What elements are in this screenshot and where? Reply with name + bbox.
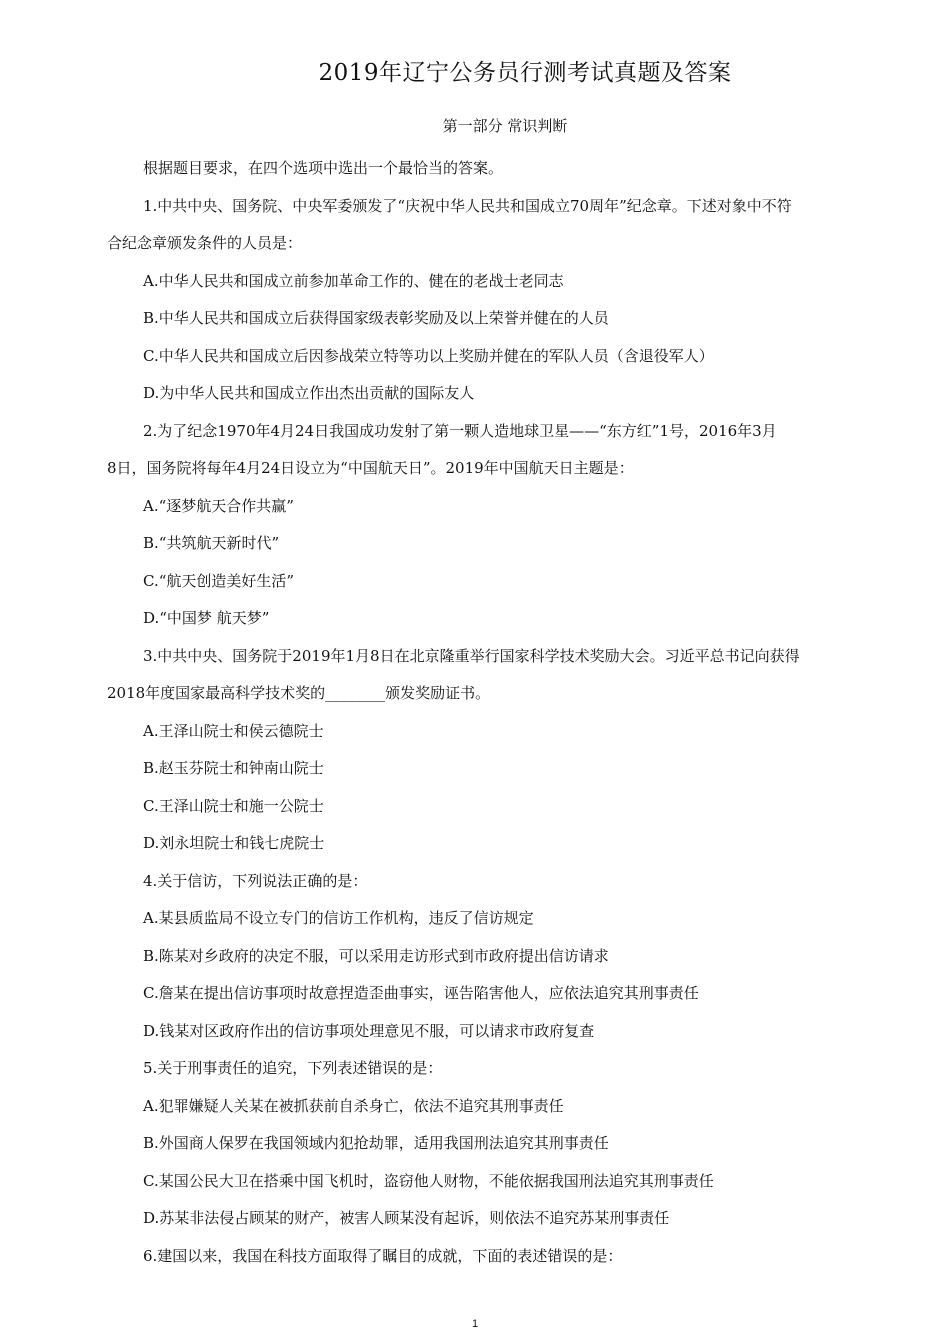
question-stem-line: 2018年度国家最高科学技术奖的________颁发奖励证书。 [107,684,491,702]
option-b: B.外国商人保罗在我国领域内犯抢劫罪，适用我国刑法追究其刑事责任 [143,1134,609,1152]
document-body [107,150,885,1275]
document-title: 2019年辽宁公务员行测考试真题及答案 [318,60,732,86]
option-a: A.中华人民共和国成立前参加革命工作的、健在的老战士老同志 [143,271,564,290]
question-stem-line: 4.关于信访，下列说法正确的是： [143,871,368,890]
question-stem-line: 1.中共中央、国务院、中央军委颁发了“庆祝中华人民共和国成立70周年”纪念章。下述对象中不符 [143,196,792,215]
question-1 [107,188,885,413]
option-c: C.王泽山院士和施一公院士 [143,796,324,815]
option-d: D.钱某对区政府作出的信访事项处理意见不服，可以请求市政府复查 [143,1021,595,1040]
option-d: D.为中华人民共和国成立作出杰出贡献的国际友人 [143,384,475,402]
question-5 [107,1050,885,1238]
option-b: B.陈某对乡政府的决定不服，可以采用走访形式到市政府提出信访请求 [143,946,609,965]
option-b: B.“共筑航天新时代” [143,534,280,552]
option-b: B.赵玉芬院士和钟南山院士 [143,759,324,777]
question-6 [107,1238,885,1276]
question-4 [107,863,885,1051]
question-3 [107,638,885,863]
section-title: 第一部分 常识判断 [442,117,568,135]
question-stem-line: 6.建国以来，我国在科技方面取得了瞩目的成就，下面的表述错误的是： [143,1246,623,1265]
option-c: C.某国公民大卫在搭乘中国飞机时，盗窃他人财物，不能依据我国刑法追究其刑事责任 [143,1171,714,1190]
option-c: C.詹某在提出信访事项时故意捏造歪曲事实，诬告陷害他人，应依法追究其刑事责任 [143,984,699,1002]
option-a: A.某县质监局不设立专门的信访工作机构，违反了信访规定 [143,909,534,927]
question-stem-line: 合纪念章颁发条件的人员是： [107,234,303,252]
question-stem-line: 2.为了纪念1970年4月24日我国成功发射了第一颗人造地球卫星——“东方红”1号，2016年3月 [143,421,777,440]
page-number: 1 [471,1318,479,1330]
question-2 [107,413,885,638]
option-a: A.王泽山院士和侯云德院士 [143,721,324,740]
question-stem-line: 5.关于刑事责任的追究，下列表述错误的是： [143,1059,443,1077]
instruction-text: 根据题目要求，在四个选项中选出一个最恰当的答案。 [143,159,504,177]
option-d: D.“中国梦 航天梦” [143,609,270,627]
question-stem-line: 3.中共中央、国务院于2019年1月8日在北京隆重举行国家科学技术奖励大会。习近平总书记向获得 [143,646,800,665]
question-stem-line: 8日，国务院将每年4月24日设立为“中国航天日”。2019年中国航天日主题是： [107,459,634,477]
option-c: C.“航天创造美好生活” [143,571,295,590]
option-d: D.苏某非法侵占顾某的财产，被害人顾某没有起诉，则依法不追究苏某刑事责任 [143,1209,670,1227]
option-c: C.中华人民共和国成立后因参战荣立特等功以上奖励并健在的军队人员（含退役军人） [143,346,714,365]
option-b: B.中华人民共和国成立后获得国家级表彰奖励及以上荣誉并健在的人员 [143,309,609,327]
option-d: D.刘永坦院士和钱七虎院士 [143,834,325,852]
option-a: A.“逐梦航天合作共赢” [143,496,294,515]
option-a: A.犯罪嫌疑人关某在被抓获前自杀身亡，依法不追究其刑事责任 [143,1096,564,1115]
